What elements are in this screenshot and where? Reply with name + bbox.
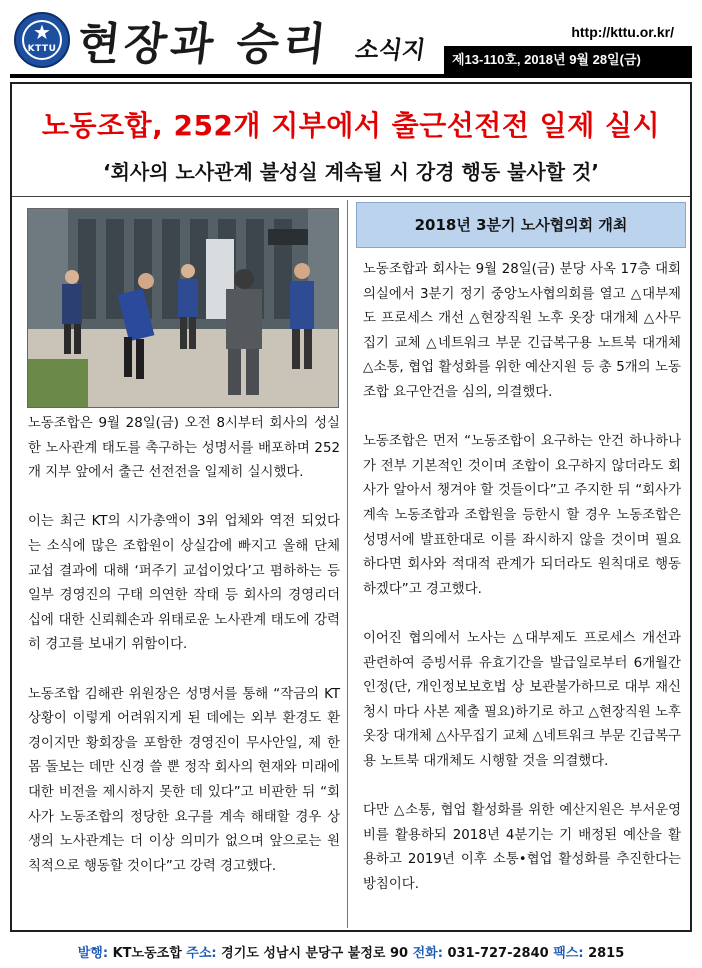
right-column [363, 258, 681, 922]
footer-fax: 2815 [588, 946, 625, 961]
sidebar-title: 2018년 3분기 노사협의회 개최 [356, 202, 686, 248]
right-paragraph-1: 노동조합과 회사는 9월 28일(금) 분당 사옥 17층 대회의실에서 3분기 정기 중앙노사협의회를 열고 △대부제도 프로세스 개선 △현장직원 노후 옷장 대개체 △사무집기 교체 △네트워크 부문 긴급복구용 노트북 대개체 △소통, 협업 활성화를 위한 예산지원 등 총 5개의 노동조합 요구안건을 심의, 의결했다. [363, 262, 681, 400]
masthead-subtitle: 소식지 [353, 35, 428, 64]
masthead-title: 현장과 승리 [74, 19, 333, 70]
left-paragraph-2: 이는 최근 KT의 시가총액이 3위 업체와 역전 되었다는 소식에 많은 조합원이 상실감에 빠지고 올해 단체교섭 결과에 대해 ‘퍼주기 교섭이었다’고 폄하하는 등 일부 경영진의 구태 의연한 작태 등 회사의 경영리더십에 대한 신뢰훼손과 위태로운 노사관계 태도에 강력히 경고를 보내기 위함이다. [28, 514, 340, 653]
right-paragraph-3: 이어진 협의에서 노사는 △대부제도 프로세스 개선과 관련하여 증빙서류 유효기간을 발급일로부터 6개월간 인정(단, 개인정보보호법 상 보관불가하므로 대부 재신청시 마다 사본 제출 필요)하기로 하고 △현장직원 노후 옷장 대개체 △사무집기 교체 △네트워크 부문 긴급복구용 노트북 대개체도 시행할 것을 의결했다. [363, 630, 681, 769]
footer-publisher-key: 발행: [77, 946, 109, 961]
subheadline: ‘회사의 노사관계 불성실 계속될 시 강경 행동 불사할 것’ [103, 160, 599, 184]
footer-address-key: 주소: [186, 946, 217, 961]
left-column [28, 412, 340, 904]
masthead-rule [10, 74, 692, 78]
footer [0, 942, 702, 961]
left-paragraph-1: 노동조합은 9월 28일(금) 오전 8시부터 회사의 성실한 노사관계 태도를 촉구하는 성명서를 배포하며 252개 지부 앞에서 출근 선전전을 일제히 실시했다. [28, 416, 340, 481]
right-paragraph-2: 노동조합은 먼저 “노동조합이 요구하는 안건 하나하나가 전부 기본적인 것이며 조합이 요구하지 않더라도 회사가 알아서 챙겨야 할 것들이다”고 주지한 뒤 “회사가 계속 노동조합과 조합원을 등한시 할 경우 노동조합은 성명서에 발표한대로 이를 좌시하지 않을 것이며 필요하다면 회사와 적대적 관계가 되더라도 원칙대로 행동하겠다”고 경고했다. [363, 434, 681, 597]
column-divider [347, 200, 348, 928]
issue-info: 제13-110호, 2018년 9월 28일(금) [444, 46, 692, 74]
headline-rule [12, 196, 690, 197]
masthead-url[interactable]: http://kttu.or.kr/ [571, 24, 674, 40]
masthead [10, 6, 692, 74]
logo-text: KTTU [27, 44, 57, 54]
footer-publisher: KT노동조합 [112, 946, 182, 961]
left-paragraph-3: 노동조합 김해관 위원장은 성명서를 통해 “작금의 KT상황이 이렇게 어려워지게 된 데에는 외부 환경도 환경이지만 황회장을 포함한 경영진이 무사안일, 제 한 몸 돌보는 데만 신경 쓸 뿐 정작 회사의 현재와 미래에 대한 비전을 제시하지 못한 데 있다”고 비판한 뒤 “회사가 노동조합의 정당한 요구를 계속 해태할 경우 상생의 노사관계는 더 이상 의미가 없으며 앞으로는 원칙적으로 행동할 것이다”고 강력 경고했다. [28, 686, 340, 874]
footer-address: 경기도 성남시 분당구 불정로 90 [221, 946, 409, 961]
footer-phone-key: 전화: [412, 946, 443, 961]
footer-phone: 031-727-2840 [447, 946, 549, 961]
headline: 노동조합, 252개 지부에서 출근선전전 일제 실시 [41, 109, 661, 142]
right-paragraph-4: 다만 △소통, 협업 활성화를 위한 예산지원은 부서운영비를 활용하되 2018년 4분기는 기 배정된 예산을 활용하고 2019년 이후 소통•협업 활성화를 추진한다는 방침이다. [363, 803, 681, 892]
logo-star-icon: ★ [33, 20, 51, 44]
kttu-logo [14, 12, 70, 68]
article-photo [27, 208, 339, 408]
footer-fax-key: 팩스: [553, 946, 584, 961]
